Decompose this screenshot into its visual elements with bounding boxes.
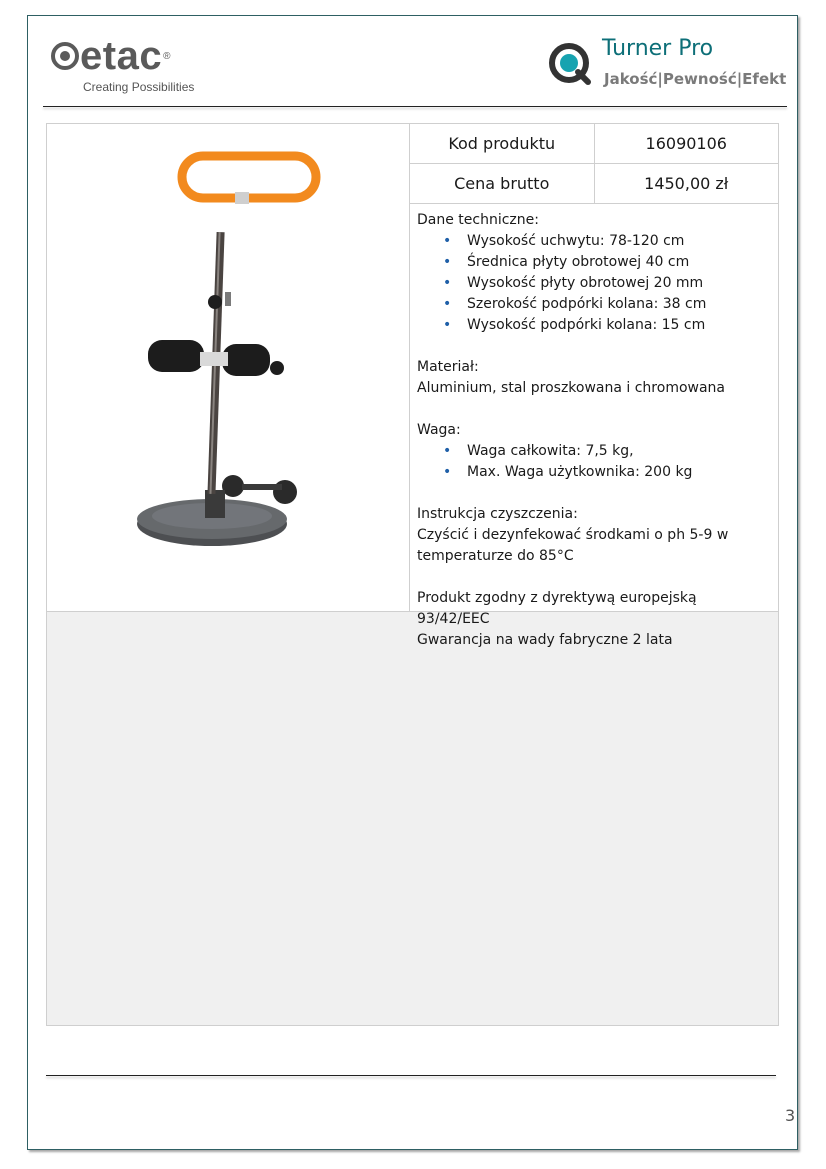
quality-q-icon [548,42,592,86]
etac-logo [50,36,170,76]
logo-text: etac [80,34,163,78]
header-divider [43,106,787,107]
turner-pro-image [47,124,409,611]
list-item: • Średnica płyty obrotowej 40 cm [467,252,772,273]
cleaning-line: Czyścić i dezynfekować środkami o ph 5-9 w [417,527,729,543]
material-text: Aluminium, stal proszkowana i chromowana [417,380,725,396]
tech-list [417,231,772,336]
warranty-text: Gwarancja na wady fabryczne 2 lata [417,632,673,648]
tagline: Creating Possibilities [83,80,195,94]
cleaning-heading: Instrukcja czyszczenia: [417,506,578,522]
price-label: Cena brutto [410,164,595,203]
product-row [47,124,778,648]
product-code-row [410,124,778,164]
material-heading: Materiał: [417,359,479,375]
footer-divider [46,1075,776,1076]
list-item: • Waga całkowita: 7,5 kg, [467,441,772,462]
tech-heading: Dane techniczne: [417,212,539,228]
weight-list [417,441,772,483]
list-item: • Wysokość płyty obrotowej 20 mm [467,273,772,294]
product-code-label: Kod produktu [410,124,595,163]
list-item: • Wysokość uchwytu: 78-120 cm [467,231,772,252]
product-title: Turner Pro [602,36,714,61]
price-value: 1450,00 zł [644,174,729,193]
page-number: 3 [785,1106,796,1125]
product-code-value: 16090106 [645,134,727,153]
compliance-text: Produkt zgodny z dyrektywą europejską 93/42/EEC [417,590,697,627]
logo-registered-mark: ® [163,50,171,62]
weight-heading: Waga: [417,422,461,438]
list-item: • Max. Waga użytkownika: 200 kg [467,462,772,483]
product-image-cell [47,124,410,611]
list-item: • Wysokość podpórki kolana: 15 cm [467,315,772,336]
product-info-cell [410,124,778,648]
etac-logo-icon [50,41,80,71]
product-slogan: Jakość|Pewność|Efekt [604,70,787,88]
empty-content-area [47,612,778,1025]
technical-specs [410,204,778,651]
price-row [410,164,778,204]
product-table [46,123,779,1026]
list-item: • Szerokość podpórki kolana: 38 cm [467,294,772,315]
cleaning-line: temperaturze do 85°C [417,548,574,564]
